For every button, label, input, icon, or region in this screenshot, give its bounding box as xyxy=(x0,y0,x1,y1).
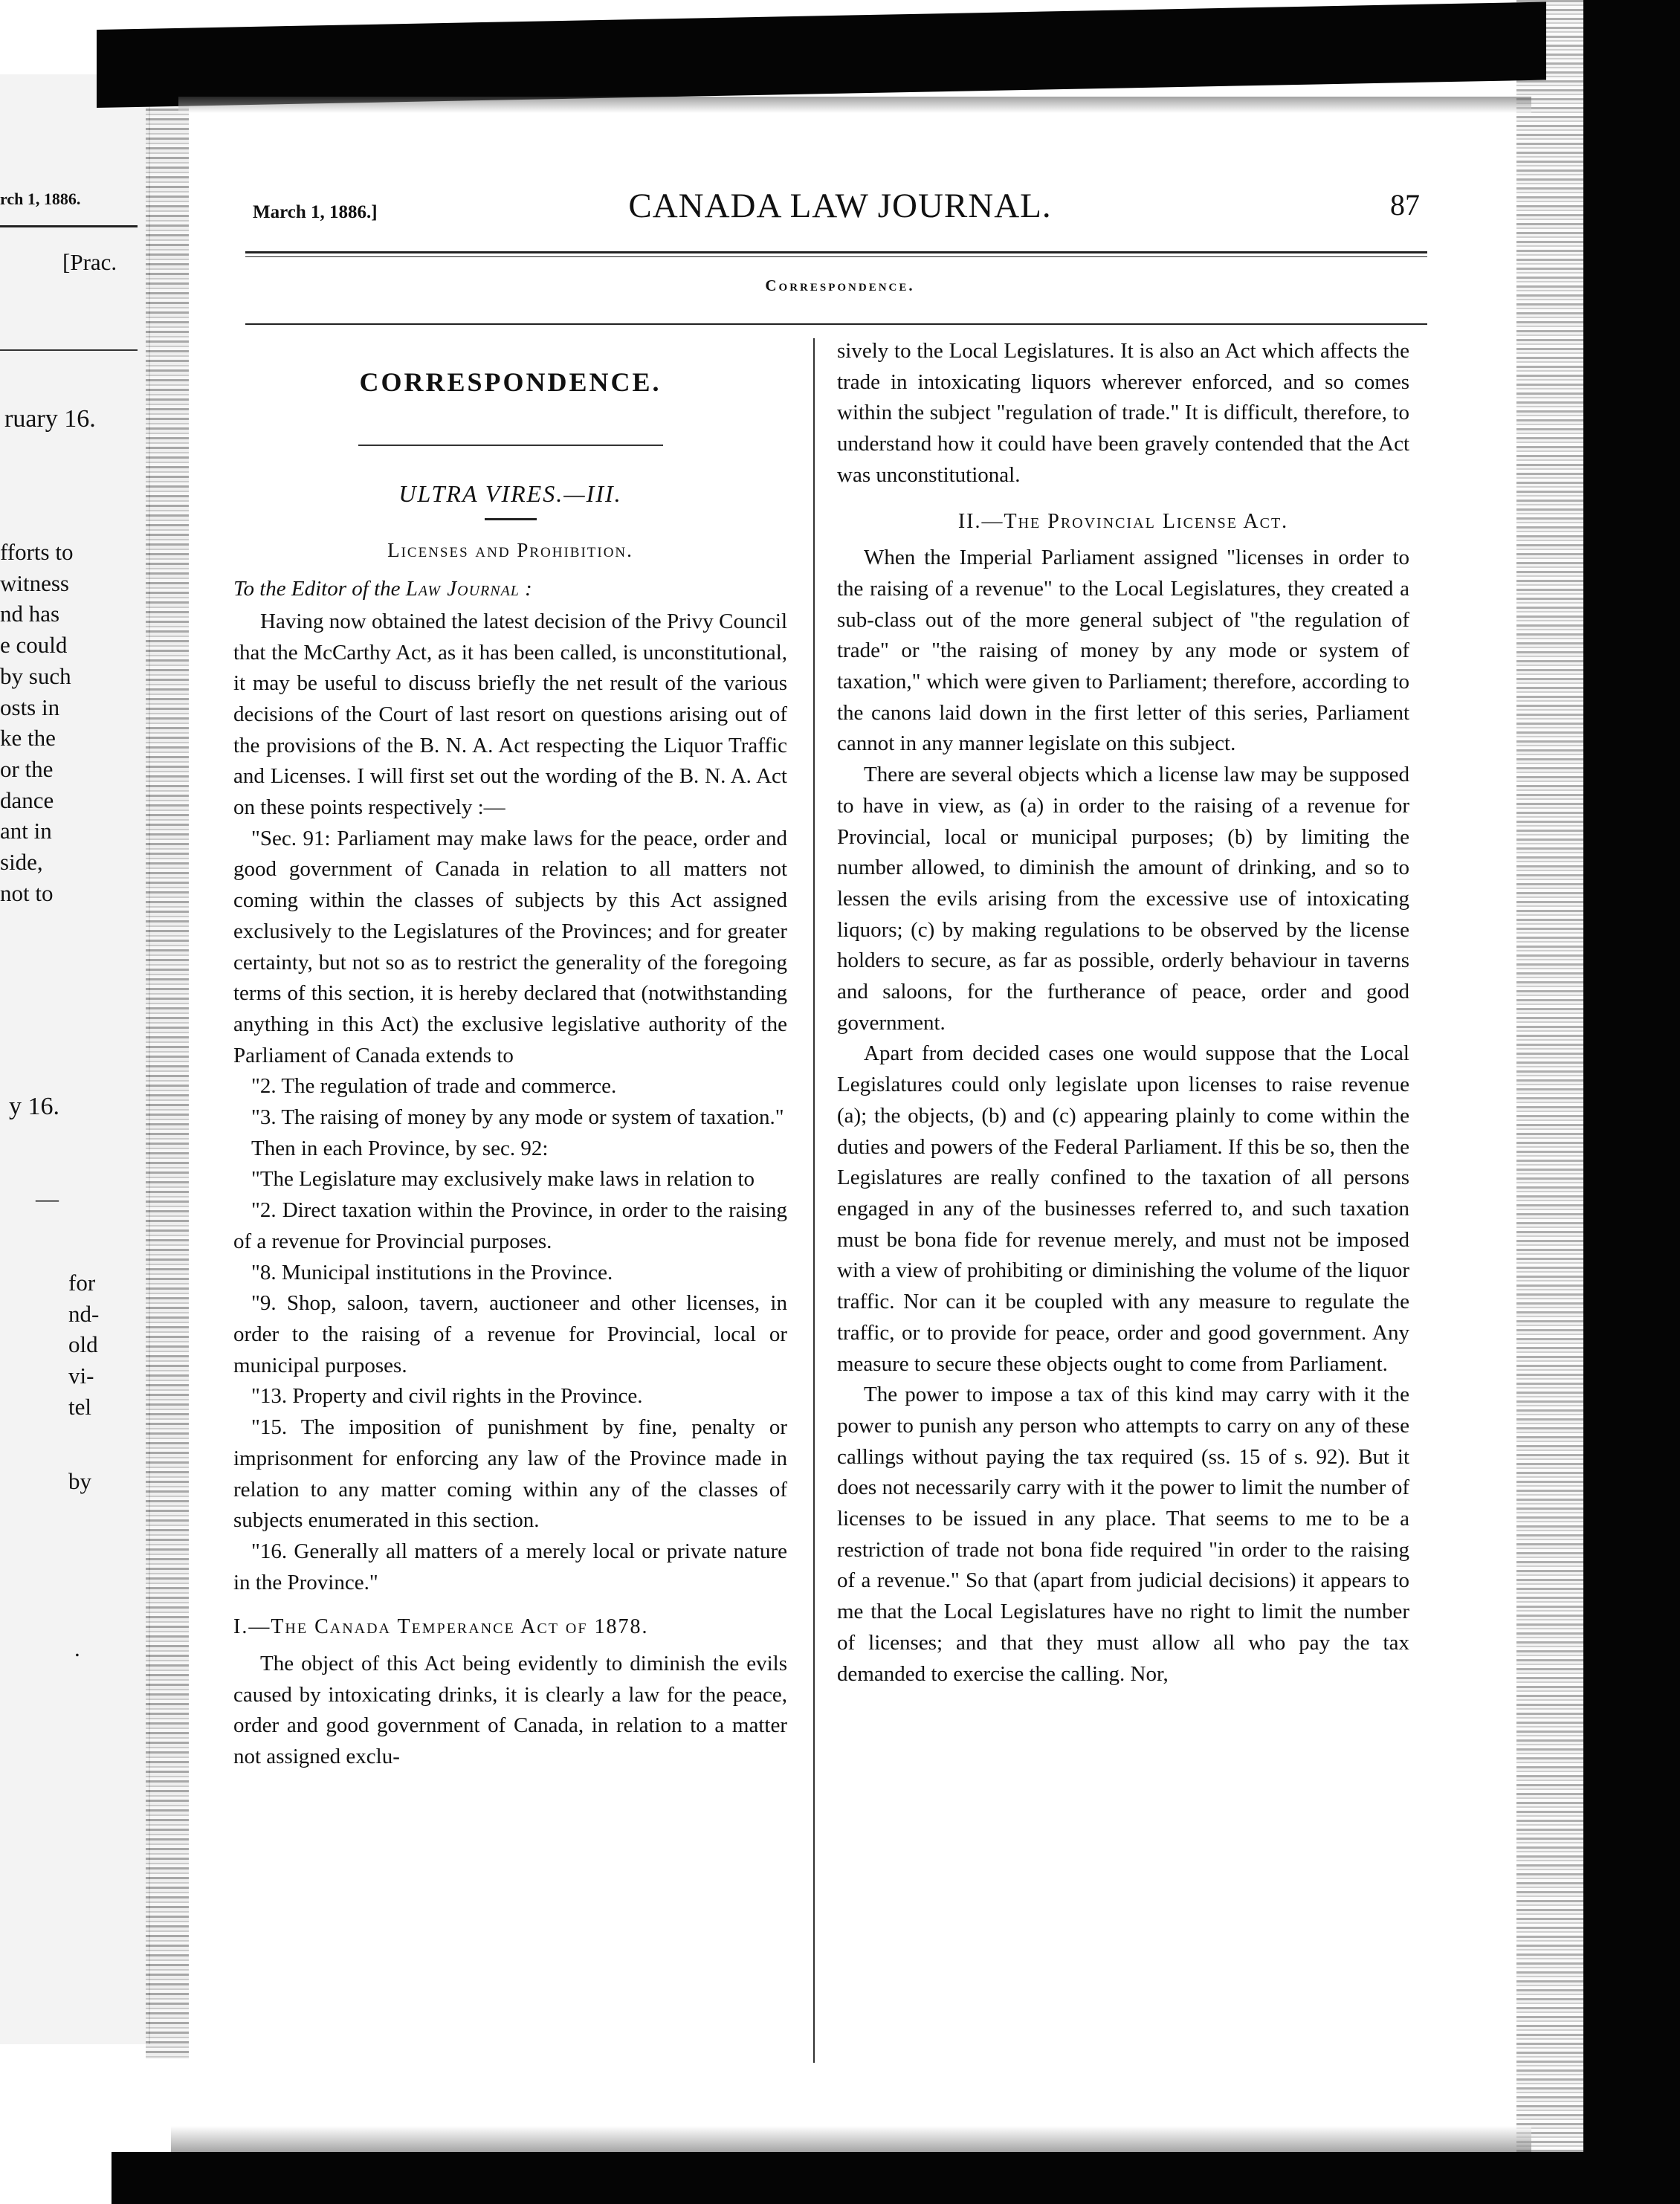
facing-header-date: rch 1, 1886. xyxy=(0,190,81,208)
column-divider xyxy=(813,338,815,2063)
paragraph: When the Imperial Parliament assigned "licenses in order to the raising of a revenue" to the Local Legislatures, they created a sub-class out of the more general subject of "the regulation of trade" or "the raising of money by any mode or system of taxation," which were given to Parliament; therefore, according to the canons laid down in the first letter of this series, Parliament cannot in any manner legislate on this subject. xyxy=(837,546,1409,756)
facing-word: for xyxy=(68,1270,96,1296)
quotation: "9. Shop, saloon, tavern, auctioneer and other licenses, in order to the raising of a revenue for Provincial, local or municipal purposes. xyxy=(233,1291,787,1377)
column-right xyxy=(837,336,1409,1690)
facing-word: side, xyxy=(0,849,43,876)
paragraph: The object of this Act being evidently to diminish the evils caused by intoxicating drinks, it is clearly a law for the peace, order and good government of Canada, in relation to a matter not assigned exclu- xyxy=(233,1652,787,1769)
running-section-head: Correspondence. xyxy=(765,277,915,294)
facing-word: nd has xyxy=(0,601,60,627)
facing-word: tel xyxy=(68,1393,91,1420)
header-rule xyxy=(245,251,1427,253)
facing-word: vi- xyxy=(68,1363,94,1389)
facing-word: osts in xyxy=(0,694,60,720)
facing-rule xyxy=(0,349,138,351)
journal-title: CANADA LAW JOURNAL. xyxy=(628,187,1052,225)
quotation: "The Legislature may exclusively make laws in relation to xyxy=(251,1167,755,1192)
salutation-suffix: : xyxy=(525,577,532,601)
facing-word: dance xyxy=(0,786,54,813)
quotation: "15. The imposition of punishment by fine, penalty or imprisonment for enforcing any law of the Province made in relation to any matter coming within any of the classes of subjects enumerated in this section. xyxy=(233,1415,787,1533)
quotation: "13. Property and civil rights in the Province. xyxy=(251,1384,643,1409)
facing-header-tag: [Prac. xyxy=(62,249,117,275)
paragraph: The power to impose a tax of this kind may carry with it the power to punish any person who attempts to carry on any of these callings without paying the tax required (ss. 15 of s. 92). But it does not necessarily carry with it the power to limit the number of licenses to be issued in any place. That seems to me to be a restriction of trade not bona fide required "in order to the raising of a revenue." So that (apart from judicial decisions) it appears to me that the Local Legislatures have no right to limit the number of licenses; and that they must allow all who pay the tax demanded to exercise the calling. Nor, xyxy=(837,1383,1409,1686)
scan-shadow-bottom xyxy=(171,2126,1531,2156)
section-heading: I.—The Canada Temperance Act of 1878. xyxy=(233,1615,649,1639)
facing-month-2: y 16. xyxy=(9,1093,59,1120)
section-rule xyxy=(245,323,1427,325)
article-title: ULTRA VIRES.—III. xyxy=(398,479,622,507)
column-left xyxy=(233,357,787,1773)
section-heading: II.—The Provincial License Act. xyxy=(957,509,1289,533)
scan-border-right xyxy=(1583,0,1680,2204)
quotation: "3. The raising of money by any mode or system of taxation." xyxy=(251,1105,784,1130)
page-number: 87 xyxy=(1390,188,1420,222)
header-rule-thin xyxy=(245,256,1427,257)
paragraph: Having now obtained the latest decision of the Privy Council that the McCarthy Act, as it has been called, is unconstitutional, it may be useful to discuss briefly the net result of the various decisions of the Court of last resort on questions arising out of the provisions of the B. N. A. Act respecting the Liquor Traffic and Licenses. I will first set out the wording of the B. N. A. Act on these points respectively :— xyxy=(233,609,787,820)
quotation: Then in each Province, by sec. 92: xyxy=(251,1136,549,1160)
paragraph: sively to the Local Legislatures. It is also an Act which affects the trade in intoxicating liquors wherever enforced, and so comes within the subject "regulation of trade." It is difficult, therefore, to understand how it could have been gravely contended that the Act was unconstitutional. xyxy=(837,339,1409,487)
binding-gutter xyxy=(146,89,189,2059)
quotation: "2. The regulation of trade and commerce. xyxy=(251,1074,617,1099)
scan-border-bottom xyxy=(112,2152,1591,2204)
facing-word: nd- xyxy=(68,1300,100,1327)
facing-month: ruary 16. xyxy=(4,405,96,433)
scan-shadow-top xyxy=(178,97,1531,113)
facing-page-edge xyxy=(0,74,150,2044)
title-dash xyxy=(485,518,537,520)
facing-word: . xyxy=(74,1635,80,1661)
salutation-prefix: To the Editor of the xyxy=(233,577,406,601)
facing-dash: — xyxy=(36,1186,59,1212)
quotation: "Sec. 91: Parliament may make laws for the peace, order and good government of Canada in relation to all matters not coming within the classes of subjects by this Act assigned exclusively to the Legislatures of the Provinces; and for greater certainty, but not so as to restrict the generality of the foregoing terms of this section, it is hereby declared that (notwithstanding anything in this Act) the exclusive legislative authority of the Parliament of Canada extends to xyxy=(233,826,787,1067)
facing-word: by such xyxy=(0,662,71,689)
facing-word: or the xyxy=(0,755,54,782)
salutation xyxy=(233,574,787,605)
paragraph: Apart from decided cases one would suppose that the Local Legislatures could only legislate upon licenses to raise revenue (a); the objects, (b) and (c) appearing plainly to come within the duties and powers of the Federal Parliament. If this be so, then the Legislatures are really confined to the taxation of all persons engaged in any of the businesses referred to, and such taxation must be bona fide for revenue merely, and must not be imposed with a view of prohibiting or diminishing the volume of the liquor traffic. Nor can it be coupled with any measure to regulate the traffic, or to provide for peace, order and good government. Any measure to secure these objects ought to come from Parliament. xyxy=(837,1041,1409,1376)
paragraph: There are several objects which a license law may be supposed to have in view, as (a) in order to the raising of a revenue for Provincial, local or municipal purposes; (b) by limiting the number allowed, to diminish the amount of drinking, and so to lessen the evils arising from the excessive use of intoxicating liquors; (c) by making regulations to be observed by the license holders to secure, as far as possible, orderly behaviour in taverns and saloons, for the furtherance of peace, order and good government. xyxy=(837,763,1409,1035)
facing-word: fforts to xyxy=(0,539,74,565)
facing-word: not to xyxy=(0,879,54,906)
header-date: March 1, 1886.] xyxy=(253,202,378,222)
facing-word: old xyxy=(68,1331,98,1358)
article-subtitle: Licenses and Prohibition. xyxy=(387,539,633,562)
facing-word: ant in xyxy=(0,818,52,844)
heading-rule xyxy=(358,445,663,446)
right-margin-noise xyxy=(1516,0,1583,2204)
salutation-journal: Law Journal xyxy=(405,577,520,601)
quotation: "8. Municipal institutions in the Province. xyxy=(251,1260,613,1284)
facing-word: e could xyxy=(0,632,68,659)
facing-word: witness xyxy=(0,569,69,596)
quotation: "16. Generally all matters of a merely local or private nature in the Province." xyxy=(233,1539,787,1594)
correspondence-heading: CORRESPONDENCE. xyxy=(359,367,662,397)
facing-word: ke the xyxy=(0,725,56,752)
facing-word: by xyxy=(68,1468,91,1494)
scan-border-top xyxy=(97,2,1546,108)
facing-words-block-1 xyxy=(0,537,73,908)
quotation: "2. Direct taxation within the Province, in order to the raising of a revenue for Provincial purposes. xyxy=(233,1198,787,1253)
facing-words-block-2 xyxy=(68,1267,99,1423)
